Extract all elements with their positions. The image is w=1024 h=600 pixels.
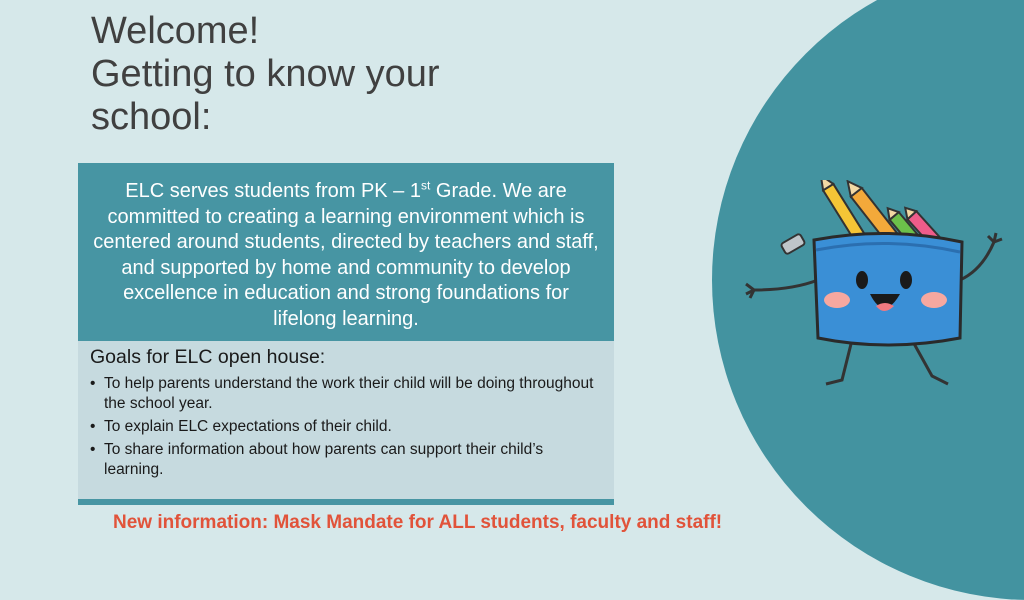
goal-item: • To help parents understand the work their child will be doing throughout the school year. — [90, 374, 602, 414]
page-title — [91, 10, 440, 139]
title-line-3: school: — [91, 96, 212, 138]
goals-list — [90, 374, 602, 480]
intro-panel — [78, 163, 614, 341]
pencil-case-mascot-icon — [712, 180, 1012, 400]
goal-item: • To explain ELC expectations of their child. — [90, 417, 602, 437]
intro-text-part-1: ELC serves students from PK – 1 — [125, 180, 421, 202]
panel-bottom-bar — [78, 499, 614, 505]
goal-item: • To share information about how parents can support their child’s learning. — [90, 440, 602, 480]
intro-text-part-2: Grade. We are committed to creating a learning environment which is centered around students, directed by teachers and staff, and supported by home and community to develop excellence in education and strong foundations for lifelong learning. — [93, 180, 599, 330]
intro-superscript: st — [420, 178, 431, 193]
goals-panel — [78, 341, 614, 500]
title-line-1: Welcome! — [91, 10, 260, 52]
title-line-2: Getting to know your — [91, 53, 440, 95]
mask-mandate-notice: New information: Mask Mandate for ALL students, faculty and staff! — [113, 512, 723, 533]
goals-heading: Goals for ELC open house: — [90, 346, 326, 368]
